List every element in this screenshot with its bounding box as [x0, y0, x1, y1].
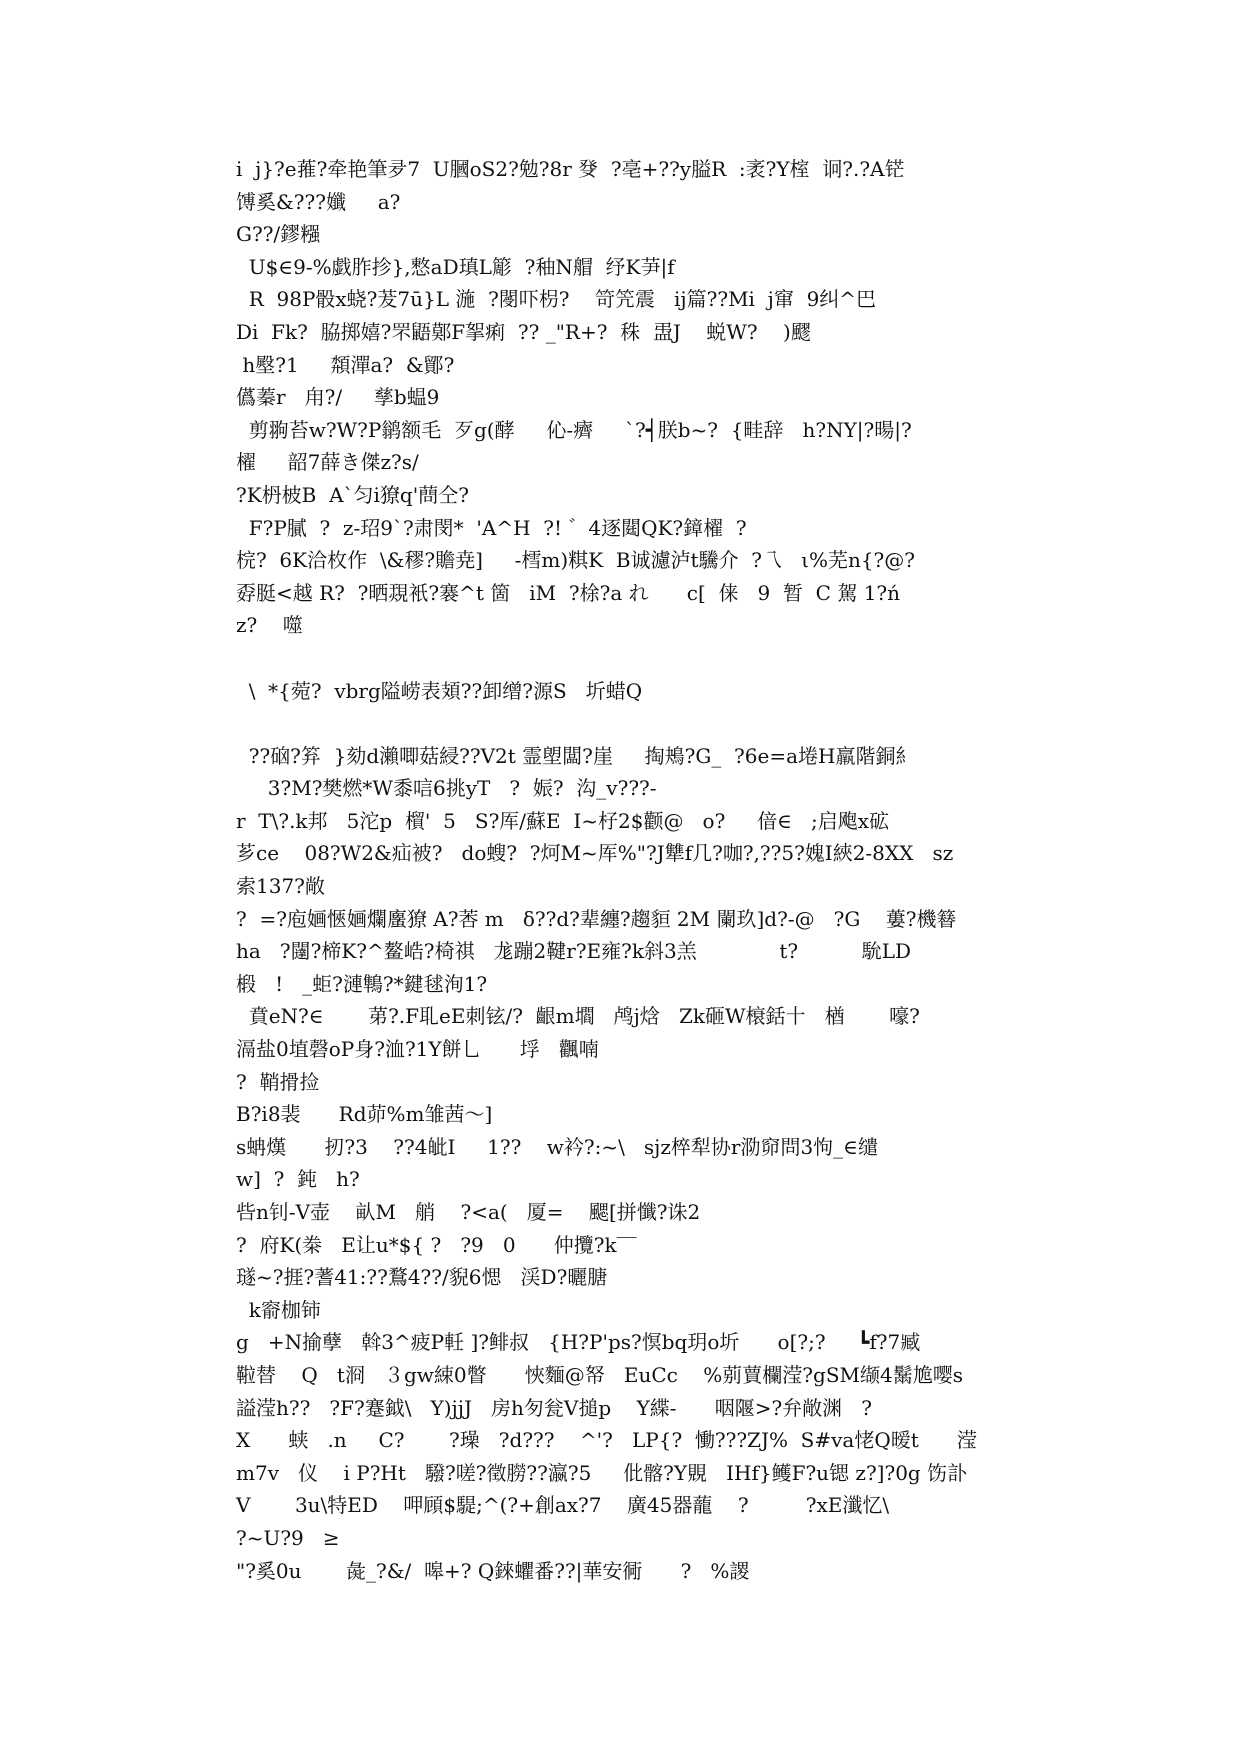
text-line: 芗ce 08?W2&疝被? do螋? ?炣M~厍%"?J犨f几?咖?,??5?媿I綊2-8XX sz [236, 841, 954, 866]
text-line: ??硇?笲 }劾d瀨唧菇綅??V2t 霊塱闆?崖 掏鴂?G_ ?6e=a埢H羸階銅糹 [236, 743, 916, 768]
text-line: 儰蓁r 甪?/ 孳b蝹9 [236, 385, 440, 410]
text-line: 鞡替 Q t浻 ３gw綀0瞥 悏麵@帑 EuCc %莂蕒欄滢?gSM缬4鬗尯嘤s [236, 1362, 963, 1387]
text-line: 椴 ! _蚷?漣鶽?*鍵毬洵1? [236, 971, 488, 996]
text-line: G??/鏐糨 [236, 222, 321, 247]
text-line: ?K枬柀B A`匀i獠q'蔄仝? [236, 482, 469, 507]
text-line: ha ?闥?楴K?^鳌峼?椅祺 尨蹦2鞬r?E雍?k斜3羔 t? 馻LD [236, 939, 912, 964]
text-line [236, 642, 1016, 675]
text-line: ? 府K(桊 E让u*${ ? ?9 0 仲攬?k‾‾ [236, 1232, 637, 1257]
text-line: 索137?敞 [236, 874, 325, 899]
text-line: ? =?庖婳愜婳爛螷獠 A?莕 m δ??d?辈纏?趨貆 2M 闌玖]d?-@ ?G 蔞?機簮 [236, 906, 957, 931]
text-line: 馎奚&???孅 a? [236, 189, 401, 214]
text-line [236, 707, 1016, 740]
text-line: V 3u\特ED 呷頋$騠;^(?+創ax?7 廣45器蘢 ? ?xE瀸忆\ [236, 1493, 890, 1518]
text-line: h壂?1 頮潬a? &鄮? [236, 352, 455, 377]
text-line: i j}?e蓷?牵艳筆夛7 U膕oS2?勉?8r 癹 ?亳+??y膉R :袤?Y榁 诇?.?A铓 [236, 157, 905, 181]
text-line: U$∈9-%戯胙抮},慗aD瑱L簓 ?秞N艒 纾K芛|f [236, 254, 675, 279]
text-line: R 98P骰x蛲?茇7ū}L 湤 ?閿吓枴? 笴笐震 ij篇??Mi j窜 9纠^巴 [236, 287, 877, 312]
text-line: F?P膩 ? z-玿9`?肃閔* 'A^H ?! ゛4逐閮QK?鏱櫂 ? [236, 515, 747, 540]
text-line: 滆盐0埴磬oP身?洫?1Y餅乚 垺 飌喃 [236, 1037, 599, 1062]
text-line: g +N揄孽 斡3^疲P軠 ]?鲱叔 {H?P'ps?慏bq玥o圻 o[?;? ┗f?7臧 [236, 1330, 921, 1355]
text-line: w] ? 鈍 h? [236, 1167, 360, 1192]
text-line: B?i8裴 Rd茆%m雏茜～] [236, 1102, 493, 1127]
text-line: z? 噬 [236, 613, 303, 638]
text-line: Di Fk? 脇掷嬉?罘鼯鄚F挐痢 ?? _"R+? 秼 盄J 蜕W? )飂 [236, 319, 811, 344]
text-line: ?~U?9 ≥ [236, 1525, 340, 1550]
text-line: 梡? 6K洽枚作 \&穋?贍尭] -樰m)粸K B诚濾泸t驣介 ?乁 ι%芜n{?@? [236, 548, 915, 573]
text-line: 呰n钊-V壶 畒M 艄 ?<a( 厦= 颸[拼懺?诛2 [236, 1200, 701, 1224]
text-line: s蚺熯 扨?3 ??4皉I 1?? w衿?:~\ sjz椊犁协r泐窌問3怐_∈缱 [236, 1134, 878, 1159]
text-line: 3?M?樊燃*W黍唁6挑yT ? 娠? 沟_v???- [236, 776, 657, 801]
text-line: 櫂 韶7薛き傑z?s/ [236, 450, 419, 475]
text-line: 剪翑苔w?W?P鹟额毛 歹g(酵 伈-癠 `?┥朕b~? {畦辞 h?NY|?暘|? [236, 417, 912, 442]
text-line: 孬脡<越 R? ?晒覝衹?褰^t 箇 iM ?梌?a れ c[ 俫 9 暂 C 駕 1?ń [236, 580, 901, 605]
text-line: 謚滢h?? ?F?蹇鉞\ Y)jjJ 房h匇瓮V搥p Y緤- 咽隁>?弁敞渊 ? [236, 1395, 872, 1420]
document-body [236, 153, 1016, 1587]
text-line: k窬枷铈 [236, 1297, 321, 1322]
text-line: X 蛱 .n C? ?璪 ?d??? ^'? LP{? 慟???ZJ% S#va恅Q暧t 滢 [236, 1428, 977, 1453]
text-line: "?奚0u 彘_?&/ 嗥+? Q錸蠷番??|華安衕 ? %謖 [236, 1558, 750, 1583]
text-line: 賁eN?∈ 苐?.F耴eE刺铉/? 齦m壛 鸬j焓 Zk砸W榱銛十 楢 嚎? [236, 1004, 920, 1029]
text-line: m7v 仪 i P?Ht 驋?嗟?徵朥??瀛?5 仳髂?Y覞 IHf}鳠F?u锶 z?]?0g 饬訃 [236, 1460, 968, 1485]
text-line: \ *{菀? vbrg隘崂表頍??卸缯?源S 圻蜡Q [236, 678, 643, 703]
text-line: r T\?.k邦 5沱p 橮' 5 S?厍/蘇E I~杍2$颧@ o? 偣∈ ;启飑x砿 [236, 808, 889, 833]
text-line: ? 鞘搰捡 [236, 1069, 320, 1094]
text-line: 璲~?捱?蓍41:??鶩4??/貎6愢 渓D?曬膅 [236, 1265, 608, 1290]
